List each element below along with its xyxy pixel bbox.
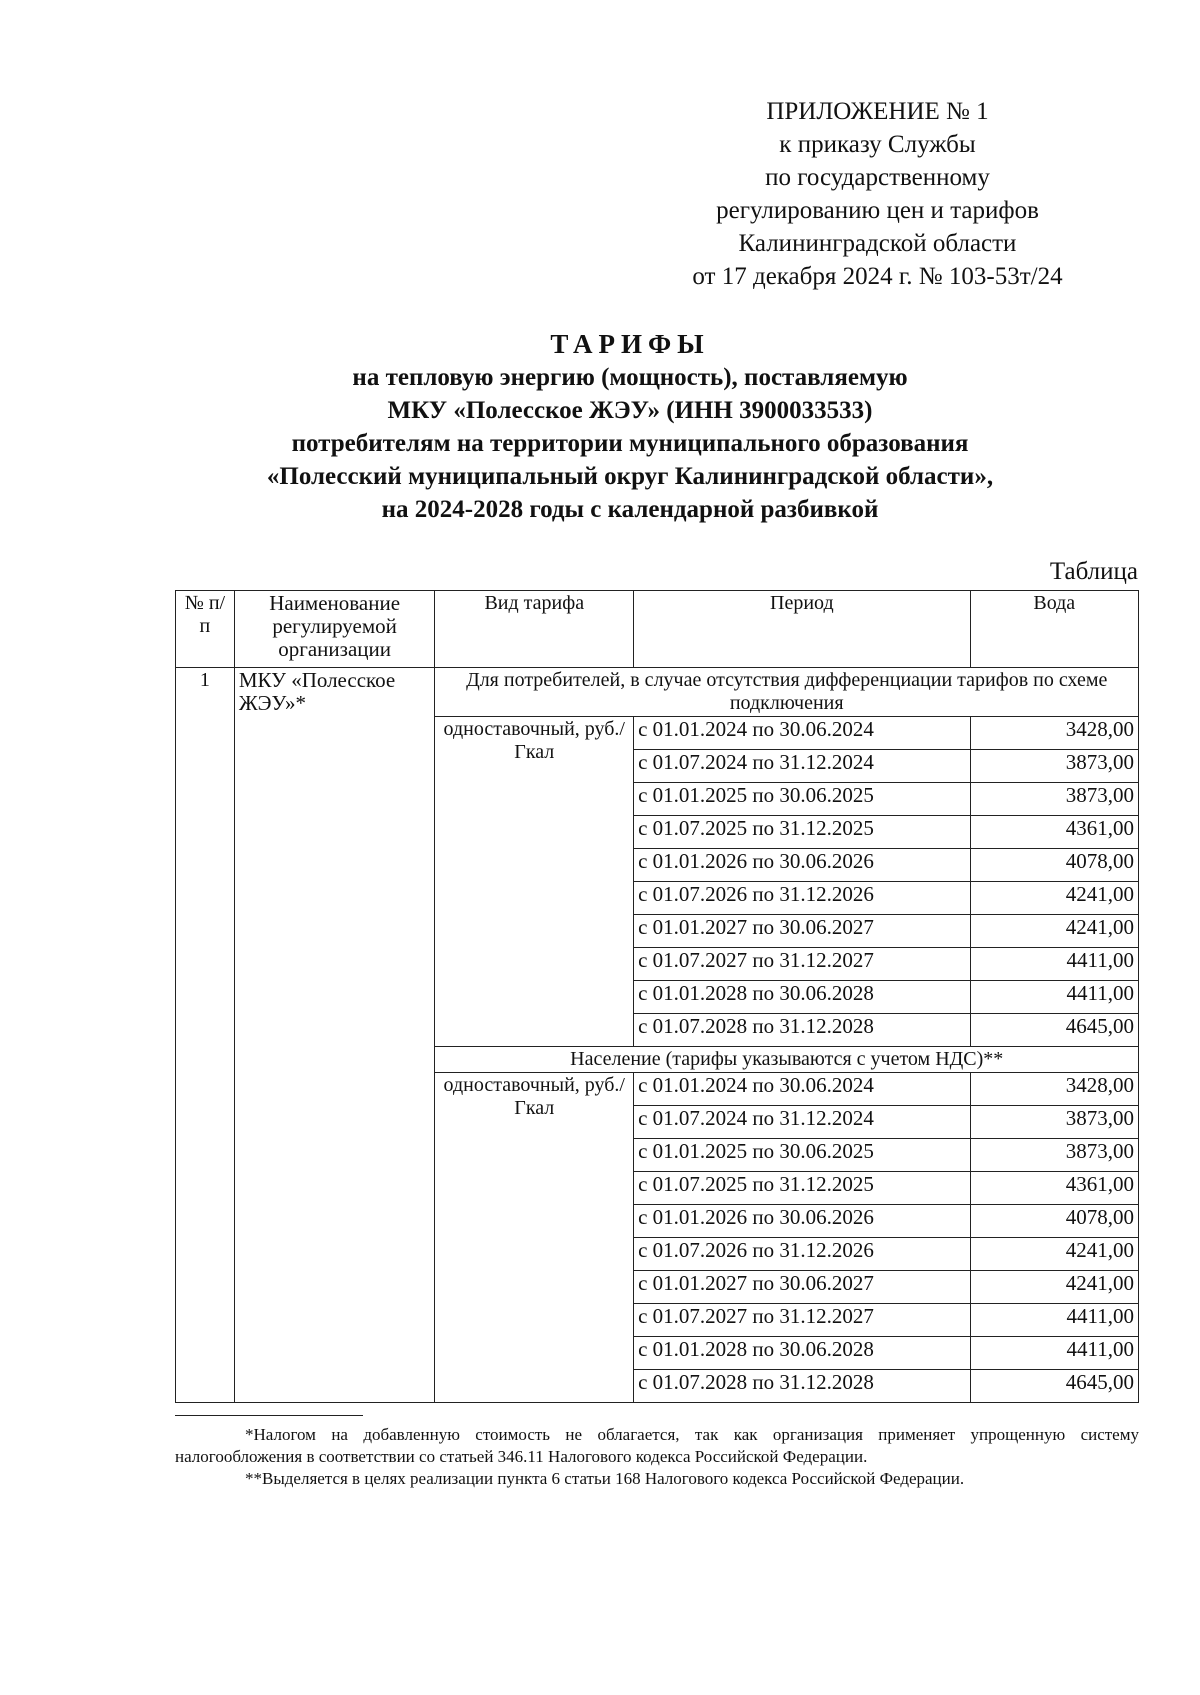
water-value-cell: 4078,00 (970, 849, 1138, 882)
water-value-cell: 3873,00 (970, 783, 1138, 816)
document-title (0, 328, 1200, 526)
header-org: Наименование регулируемой организации (234, 591, 435, 668)
water-value-cell: 4411,00 (970, 1337, 1138, 1370)
water-value-cell: 4361,00 (970, 1172, 1138, 1205)
period-cell: с 01.01.2027 по 30.06.2027 (634, 915, 970, 948)
appendix-line: регулированию цен и тарифов (716, 197, 1039, 224)
title-line: потребителям на территории муниципального образования (291, 430, 969, 457)
header-water: Вода (970, 591, 1138, 668)
header-type: Вид тарифа (435, 591, 634, 668)
section-title: Население (тарифы указываются с учетом НДС)** (435, 1047, 1139, 1073)
period-cell: с 01.01.2025 по 30.06.2025 (634, 1139, 970, 1172)
water-value-cell: 3873,00 (970, 750, 1138, 783)
footnote-2: **Выделяется в целях реализации пункта 6 статьи 168 Налогового кодекса Российской Федерации. (245, 1469, 965, 1488)
period-cell: с 01.07.2027 по 31.12.2027 (634, 948, 970, 981)
period-cell: с 01.07.2026 по 31.12.2026 (634, 882, 970, 915)
section-row (176, 668, 1139, 717)
row-number: 1 (176, 668, 235, 1403)
water-value-cell: 4241,00 (970, 1271, 1138, 1304)
period-cell: с 01.07.2028 по 31.12.2028 (634, 1370, 970, 1403)
period-cell: с 01.01.2028 по 30.06.2028 (634, 1337, 970, 1370)
title-main: ТАРИФЫ (550, 329, 710, 359)
title-line: на тепловую энергию (мощность), поставляемую (352, 364, 908, 391)
period-cell: с 01.01.2026 по 30.06.2026 (634, 849, 970, 882)
footnote-1: *Налогом на добавленную стоимость не облагается, так как организация применяет упрощенную систему налогообложения в соответствии со статьей 346.11 Налогового кодекса Российской Федерации. (175, 1425, 1139, 1466)
section-title: Для потребителей, в случае отсутствия дифференциации тарифов по схеме подключения (435, 668, 1139, 717)
water-value-cell: 4411,00 (970, 1304, 1138, 1337)
footnote-divider (175, 1415, 363, 1416)
tariff-type: одноставочный, руб./Гкал (435, 717, 634, 1047)
period-cell: с 01.01.2028 по 30.06.2028 (634, 981, 970, 1014)
period-cell: с 01.07.2024 по 31.12.2024 (634, 1106, 970, 1139)
table-header-row (176, 591, 1139, 668)
water-value-cell: 4411,00 (970, 981, 1138, 1014)
title-line: «Полесский муниципальный округ Калининградской области», (266, 463, 994, 490)
appendix-line: к приказу Службы (779, 131, 976, 158)
footnotes (175, 1424, 1139, 1490)
period-cell: с 01.07.2024 по 31.12.2024 (634, 750, 970, 783)
period-cell: с 01.07.2025 по 31.12.2025 (634, 1172, 970, 1205)
appendix-line: от 17 декабря 2024 г. № 103-53т/24 (692, 263, 1063, 290)
tariff-type: одноставочный, руб./Гкал (435, 1073, 634, 1403)
water-value-cell: 4411,00 (970, 948, 1138, 981)
title-line: МКУ «Полесское ЖЭУ» (ИНН 3900033533) (387, 397, 873, 424)
title-line: на 2024-2028 годы с календарной разбивкой (381, 496, 879, 523)
water-value-cell: 3428,00 (970, 717, 1138, 750)
water-value-cell: 3873,00 (970, 1139, 1138, 1172)
water-value-cell: 4078,00 (970, 1205, 1138, 1238)
period-cell: с 01.01.2026 по 30.06.2026 (634, 1205, 970, 1238)
water-value-cell: 4241,00 (970, 915, 1138, 948)
water-value-cell: 4645,00 (970, 1014, 1138, 1047)
period-cell: с 01.07.2026 по 31.12.2026 (634, 1238, 970, 1271)
water-value-cell: 3873,00 (970, 1106, 1138, 1139)
header-period: Период (634, 591, 970, 668)
period-cell: с 01.01.2024 по 30.06.2024 (634, 1073, 970, 1106)
tariff-table (175, 590, 1139, 1403)
period-cell: с 01.01.2024 по 30.06.2024 (634, 717, 970, 750)
period-cell: с 01.01.2027 по 30.06.2027 (634, 1271, 970, 1304)
organization-name: МКУ «Полесское ЖЭУ»* (234, 668, 435, 1403)
table-label: Таблица (1049, 558, 1138, 585)
period-cell: с 01.01.2025 по 30.06.2025 (634, 783, 970, 816)
period-cell: с 01.07.2027 по 31.12.2027 (634, 1304, 970, 1337)
water-value-cell: 4241,00 (970, 1238, 1138, 1271)
water-value-cell: 4645,00 (970, 1370, 1138, 1403)
appendix-line: Калининградской области (738, 230, 1017, 257)
header-num: № п/п (176, 591, 235, 668)
appendix-line: ПРИЛОЖЕНИЕ № 1 (766, 98, 989, 125)
water-value-cell: 3428,00 (970, 1073, 1138, 1106)
appendix-line: по государственному (765, 164, 990, 191)
appendix-header (600, 95, 1155, 293)
water-value-cell: 4361,00 (970, 816, 1138, 849)
period-cell: с 01.07.2028 по 31.12.2028 (634, 1014, 970, 1047)
water-value-cell: 4241,00 (970, 882, 1138, 915)
period-cell: с 01.07.2025 по 31.12.2025 (634, 816, 970, 849)
